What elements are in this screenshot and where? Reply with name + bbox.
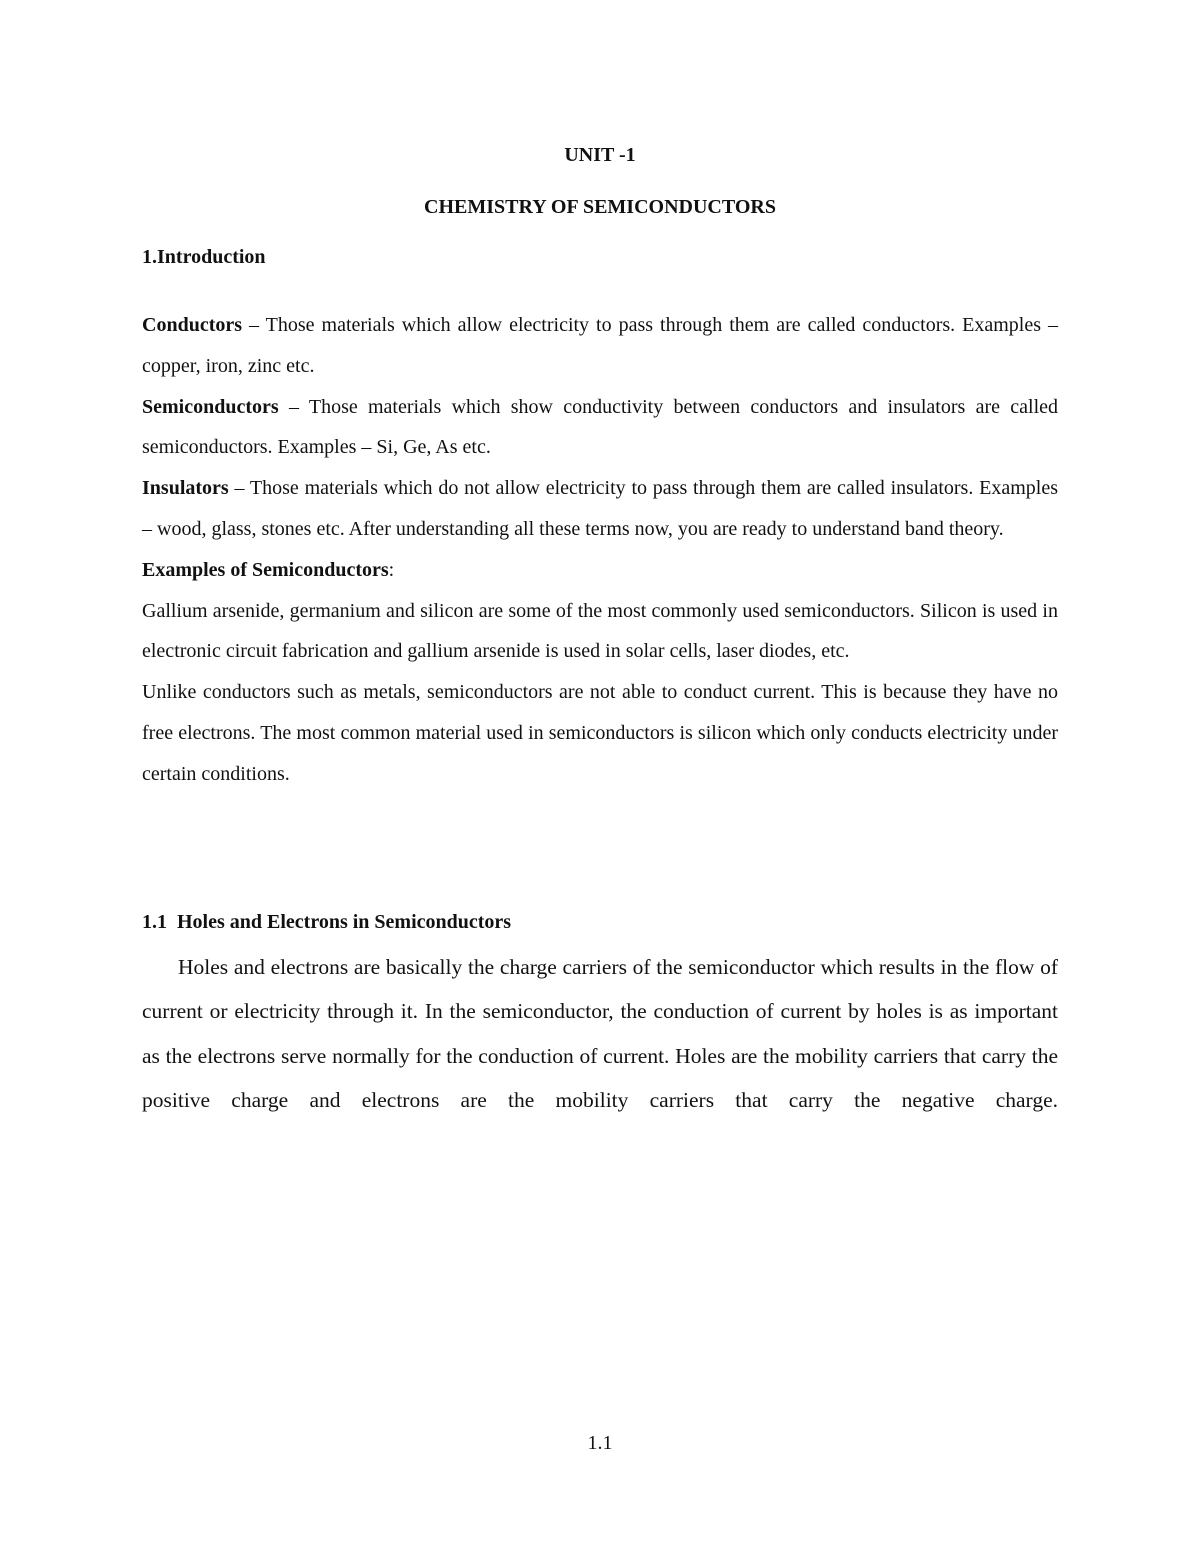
semiconductors-paragraph xyxy=(142,387,1058,469)
examples-heading: Examples of Semiconductors xyxy=(142,558,389,581)
conductors-term: Conductors xyxy=(142,314,243,336)
holes-electrons-text: Holes and electrons are basically the charge carriers of the semiconductor which results in the flow of current or electricity through it. In the semiconductor, the conduction of current by holes is as important as the electrons serve normally for the conduction of current. Holes are the mobility carriers that carry the positive charge and electrons are the mobility carriers that carry the negative charge. xyxy=(142,955,1058,1112)
semiconductors-term: Semiconductors xyxy=(142,395,279,418)
chapter-title: CHEMISTRY OF SEMICONDUCTORS xyxy=(424,196,776,218)
examples-paragraph: Gallium arsenide, germanium and silicon are some of the most commonly used semiconductors. Silicon is used in electronic circuit fabrication and gallium arsenide is used in solar cells, laser diodes, etc. xyxy=(142,599,1058,663)
introduction-body xyxy=(142,305,1058,795)
insulators-term: Insulators xyxy=(142,477,229,500)
holes-electrons-heading: 1.1 Holes and Electrons in Semiconductors xyxy=(142,911,512,933)
unlike-paragraph: Unlike conductors such as metals, semiconductors are not able to conduct current. This is because they have no free electrons. The most common material used in semiconductors is silicon which only conducts electricity under certain conditions. xyxy=(142,681,1058,785)
holes-electrons-body xyxy=(142,945,1058,1122)
unit-heading: UNIT -1 xyxy=(564,144,636,166)
examples-heading-line xyxy=(142,550,1058,591)
introduction-heading: 1.Introduction xyxy=(142,246,266,268)
insulators-paragraph xyxy=(142,468,1058,550)
conductors-text: – Those materials which allow electricity to pass through them are called conductors. Examples – copper, iron, zinc etc. xyxy=(142,314,1058,377)
insulators-text: – Those materials which do not allow electricity to pass through them are called insulators. Examples – wood, glass, stones etc. After understanding all these terms now, you are ready to understand band theory. xyxy=(142,477,1058,540)
page-number: 1.1 xyxy=(587,1432,613,1454)
semiconductors-text: – Those materials which show conductivity between conductors and insulators are called semiconductors. Examples – Si, Ge, As etc. xyxy=(142,395,1058,459)
examples-colon: : xyxy=(388,558,395,581)
conductors-paragraph xyxy=(142,305,1058,387)
